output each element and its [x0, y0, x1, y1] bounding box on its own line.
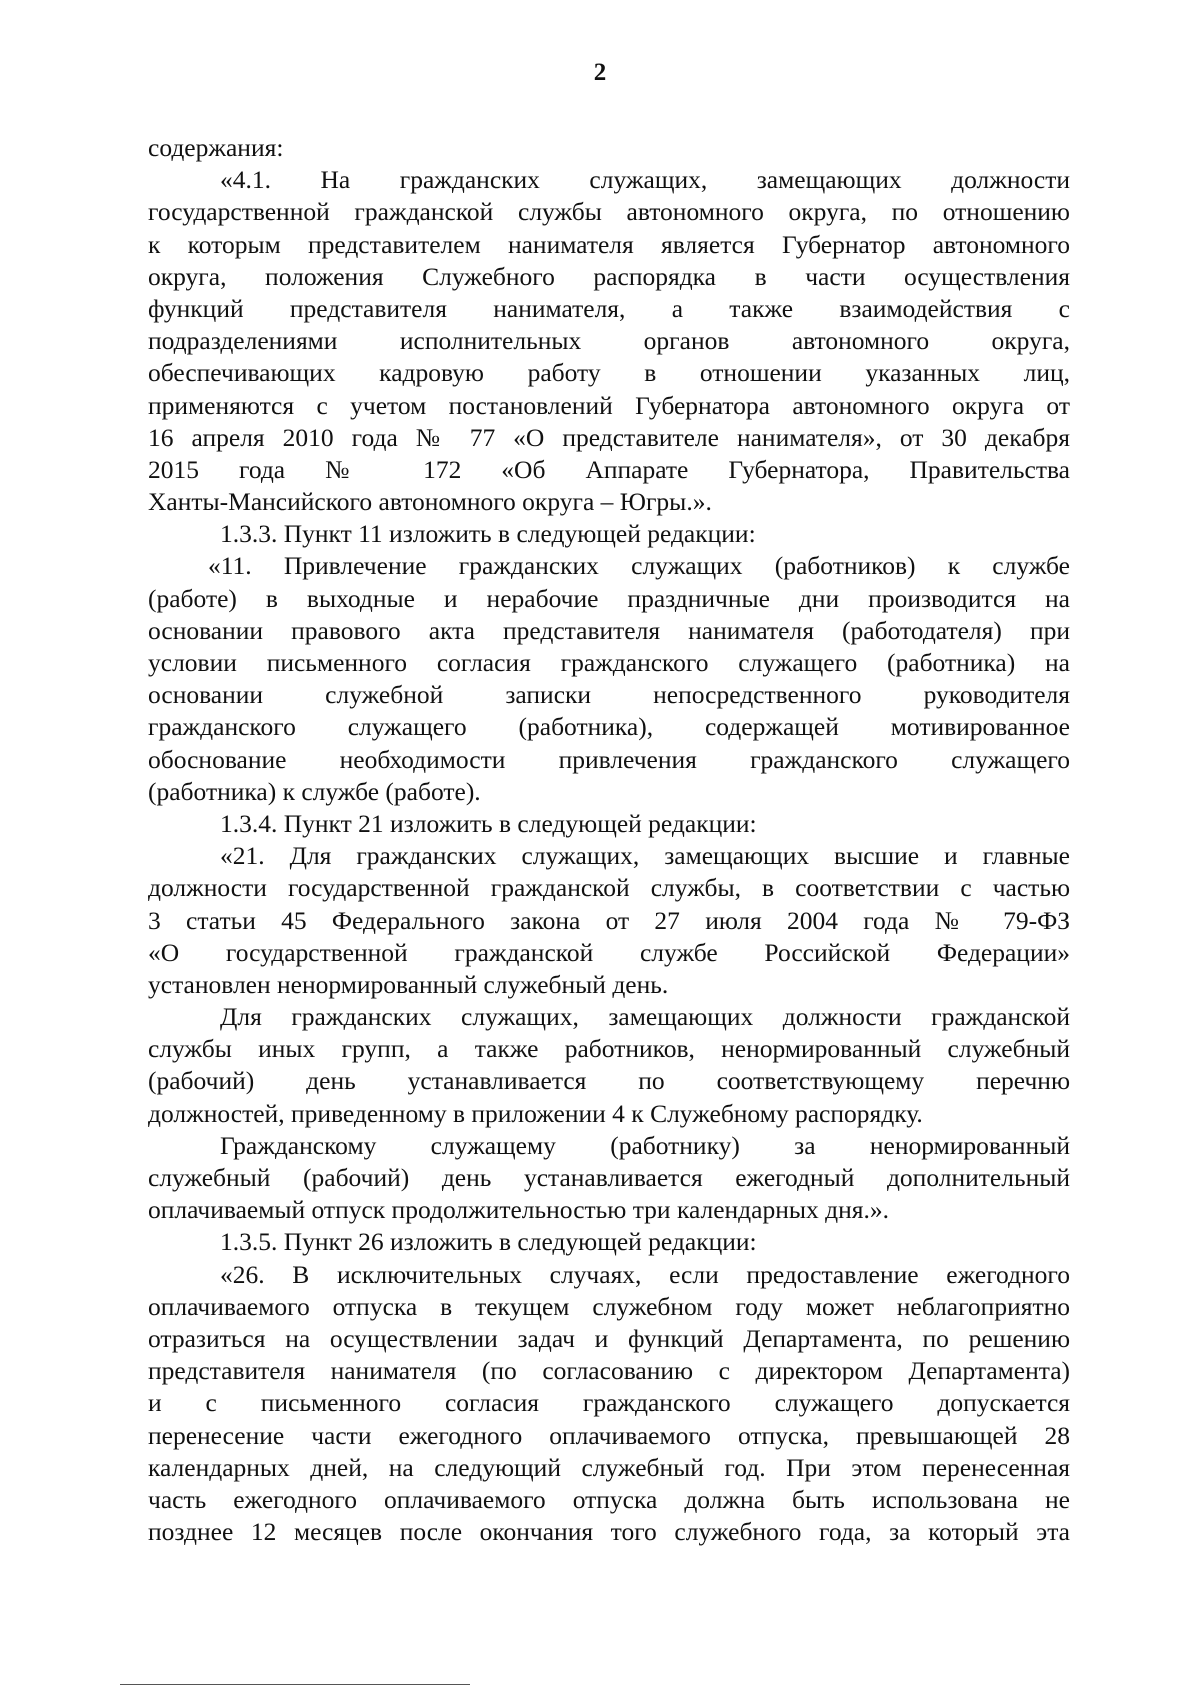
text-line: 16 апреля 2010 года № 77 «О представителе нанимателя», от 30 декабря — [148, 422, 1070, 452]
text-line: основании правового акта представителя нанимателя (работодателя) при — [148, 615, 1070, 645]
text-line: 3 статьи 45 Федерального закона от 27 июля 2004 года № 79-ФЗ — [148, 905, 1070, 935]
text-line: «11. Привлечение гражданских служащих (работников) к службе — [208, 551, 1070, 581]
text-line: гражданского служащего (работника), содержащей мотивированное — [148, 712, 1070, 742]
text-line: к которым представителем нанимателя является Губернатор автономного — [148, 229, 1070, 259]
text-line: подразделениями исполнительных органов автономного округа, — [148, 326, 1070, 356]
text-line: представителя нанимателя (по согласованию с директором Департамента) — [148, 1356, 1070, 1386]
text-line: 1.3.5. Пункт 26 изложить в следующей редакции: — [220, 1227, 757, 1257]
text-line: содержания: — [148, 133, 284, 162]
text-line: обеспечивающих кадровую работу в отношении указанных лиц, — [148, 358, 1070, 388]
text-line: служебный (рабочий) день устанавливается ежегодный дополнительный — [148, 1163, 1070, 1192]
text-line: 2015 года № 172 «Об Аппарате Губернатора, Правительства — [148, 454, 1070, 484]
text-line: должности государственной гражданской службы, в соответствии с частью — [148, 873, 1070, 903]
text-line: «21. Для гражданских служащих, замещающих высшие и главные — [220, 841, 1070, 871]
text-line: службы иных групп, а также работников, ненормированный служебный — [148, 1034, 1070, 1064]
text-line: часть ежегодного оплачиваемого отпуска должна быть использована не — [148, 1484, 1070, 1514]
text-line: применяются с учетом постановлений Губернатора автономного округа от — [148, 390, 1070, 420]
text-line: должностей, приведенному в приложении 4 к Служебному распорядку. — [148, 1098, 923, 1128]
text-line: государственной гражданской службы автономного округа, по отношению — [148, 197, 1070, 227]
text-line: (работника) к службе (работе). — [148, 776, 481, 806]
text-line: (работе) в выходные и нерабочие праздничные дни производится на — [148, 583, 1070, 613]
text-line: и с письменного согласия гражданского служащего допускается — [148, 1388, 1070, 1418]
text-line: условии письменного согласия гражданского служащего (работника) на — [148, 648, 1070, 677]
text-line: округа, положения Служебного распорядка в части осуществления — [148, 261, 1070, 291]
text-line: оплачиваемого отпуска в текущем служебном году может неблагоприятно — [148, 1291, 1070, 1321]
text-line: 1.3.3. Пункт 11 изложить в следующей редакции: — [220, 519, 756, 549]
text-line: позднее 12 месяцев после окончания того служебного года, за который эта — [148, 1517, 1070, 1547]
text-line: «О государственной гражданской службе Российской Федерации» — [148, 937, 1070, 967]
text-line: отразиться на осуществлении задач и функций Департамента, по решению — [148, 1323, 1070, 1353]
text-line: «26. В исключительных случаях, если предоставление ежегодного — [220, 1259, 1070, 1289]
page-number: 2 — [593, 59, 607, 86]
text-line: обоснование необходимости привлечения гражданского служащего — [148, 744, 1070, 774]
text-line: календарных дней, на следующий служебный год. При этом перенесенная — [148, 1452, 1070, 1482]
footer-rule — [120, 1684, 470, 1685]
text-line: Гражданскому служащему (работнику) за ненормированный — [220, 1130, 1070, 1160]
document-body — [148, 132, 1070, 1548]
text-line: оплачиваемый отпуск продолжительностью три календарных дня.». — [148, 1195, 889, 1225]
text-line: «4.1. На гражданских служащих, замещающих должности — [220, 165, 1070, 195]
text-line: Для гражданских служащих, замещающих должности гражданской — [220, 1002, 1070, 1032]
text-line: основании служебной записки непосредственного руководителя — [148, 680, 1070, 710]
text-line: функций представителя нанимателя, а также взаимодействия с — [148, 293, 1070, 323]
text-line: установлен ненормированный служебный день. — [148, 969, 669, 999]
text-line: Ханты-Мансийского автономного округа – Югры.». — [148, 487, 712, 517]
text-line: 1.3.4. Пункт 21 изложить в следующей редакции: — [220, 808, 757, 838]
text-line: (рабочий) день устанавливается по соответствующему перечню — [148, 1066, 1070, 1096]
text-line: перенесение части ежегодного оплачиваемого отпуска, превышающей 28 — [148, 1420, 1070, 1450]
